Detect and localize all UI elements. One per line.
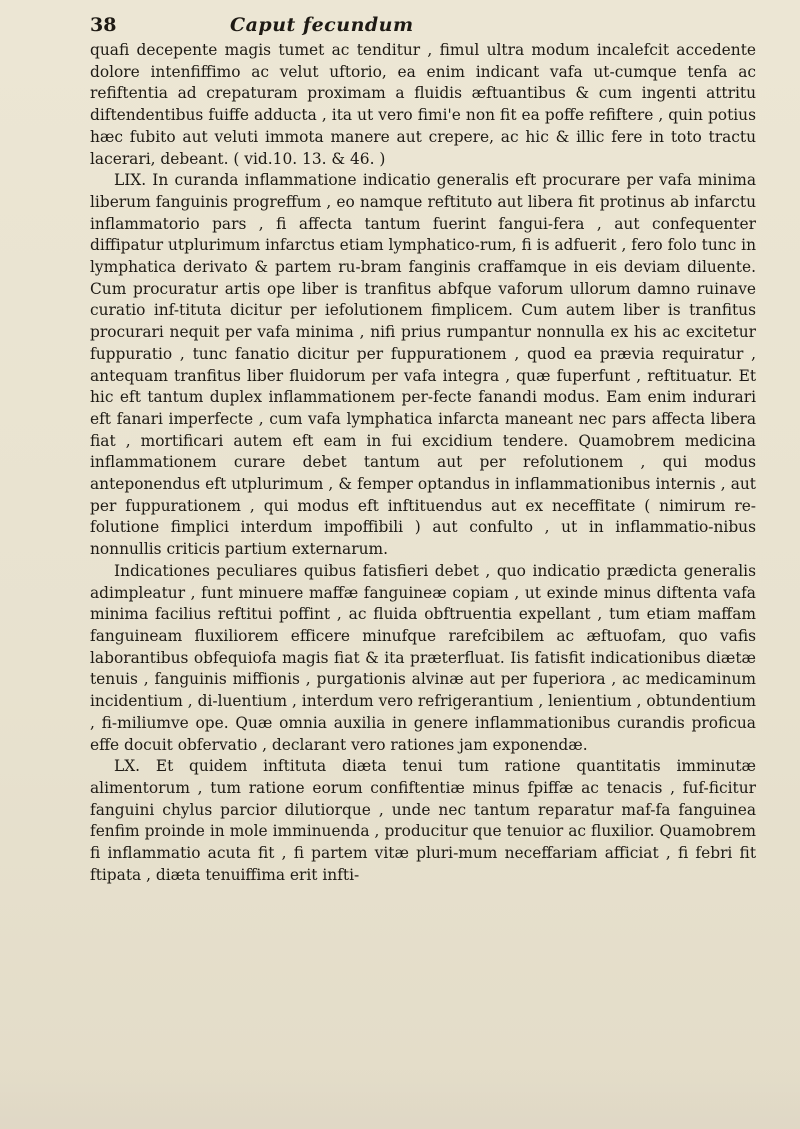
paragraph-indicationes: Indicationes peculiares quibus fatisfieri debet , quo indicatio prædicta generalis adimpleatur , funt minuere maffæ fanguineæ copiam , ut exinde minus diftenta vafa minima facilius reftitui poffint , ac fluida obftruentia expellant , tum etiam maffam fanguineam fluxiliorem efficere minufque rarefcibilem ac æftuofam, quo vafis laborantibus obfequiofa magis fiat & ita præterfluat. Iis fatisfit indicationibus diætæ tenuis , fanguinis miffionis , purgationis alvinæ aut per fuperiora , ac medicaminum incidentium , di-luentium , interdum vero refrigerantium , lenientium , obtundentium , fi-miliumve ope. Quæ omnia auxilia in genere inflammationibus curandis proficua effe docuit obfervatio , declarant vero rationes jam exponendæ. — [90, 561, 756, 754]
page-bottom-shadow — [0, 1069, 800, 1129]
paragraph-section-lix: LIX. In curanda inflammatione indicatio generalis eft procurare per vafa minima liberum fanguinis progreffum , eo namque reftituto aut libera fit protinus ab infarctu inflammatorio pars , fi affecta tantum fuerint fangui-fera , aut confequenter diffipatur utplurimum infarctus etiam lymphatico-rum, fi is adfuerit , fero folo tunc in lymphatica derivato & partem ru-bram fanginis craffamque in eis deviam diluente. Cum procuratur artis ope liber is tranfitus abfque vaforum ullorum damno ruinave curatio inf-tituta dicitur per iefolutionem fimplicem. Cum autem liber is tranfitus procurari nequit per vafa minima , nifi prius rumpantur nonnulla ex his ac excitetur fuppuratio , tunc fanatio dicitur per fuppurationem , quod ea prævia requiratur , antequam tranfitus liber fluidorum per vafa integra , quæ fuperfunt , reftituatur. Et hic eft tantum duplex inflammationem per-fecte fanandi modus. Eam enim indurari eft fanari imperfecte , cum vafa lymphatica infarcta maneant nec pars affecta libera fiat , mortificari autem eft eam in fui excidium tendere. Quamobrem medicina inflammationem curare debet tantum aut per refolutionem , qui modus anteponendus eft utplurimum , & femper optandus in inflammationibus internis , aut per fuppurationem , qui modus eft inftituendus aut ex neceffitate ( nimirum re-folutione fimplici interdum impoffibili ) aut confulto , ut in inflammatio-nibus nonnullis criticis partium externarum. — [90, 171, 756, 559]
paragraph-section-lx: LX. Et quidem inftituta diæta tenui tum ratione quantitatis imminutæ alimentorum , tum ratione eorum confiftentiæ minus fpiffæ ac tenacis , fuf-ficitur fanguini chylus parcior dilutiorque , unde nec tantum reparatur maf-fa fanguinea fenfim proinde in mole imminuenda , producitur que tenuior ac fluxilior. Quamobrem fi inflammatio acuta fit , fi partem vitæ pluri-mum neceffariam afficiat , fi febri fit ftipata , diæta tenuiffima erit infti- — [90, 757, 756, 884]
running-head: Caput fecundum — [230, 14, 414, 36]
page-header — [90, 14, 756, 40]
body-text — [90, 40, 756, 886]
page-number: 38 — [90, 14, 117, 36]
paragraph-continuation: quafi decepente magis tumet ac tenditur , fimul ultra modum incalefcit accedente dolore intenfiffimo ac velut uftorio, ea enim indicant vafa ut-cumque tenfa ac refiftentia ad crepaturam proximam a fluidis æftuantibus & cum ingenti attritu diftendentibus fuiffe adducta , ita ut vero fimi'e non fit ea poffe refiftere , quin potius hæc fubito aut veluti immota manere aut crepere, ac hic & illic fere in toto tractu lacerari, debeant. ( vid.10. 13. & 46. ) — [90, 41, 756, 168]
